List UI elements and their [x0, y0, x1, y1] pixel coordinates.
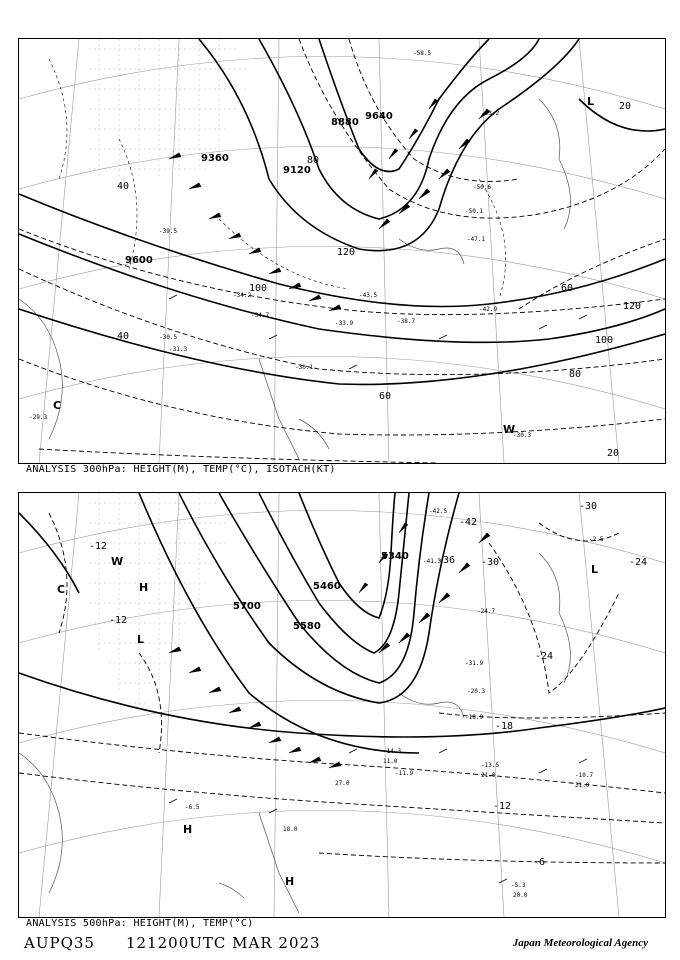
temp-value: -11.9 [395, 770, 414, 777]
temp-value: 27.0 [335, 780, 350, 787]
low-symbol: L [587, 95, 595, 108]
isotach-label: 120 [337, 247, 356, 258]
isotherm-label: -36 [437, 555, 456, 566]
low-symbol: L [137, 633, 145, 646]
isotach-label: 20 [607, 448, 620, 459]
temp-value: -20.3 [467, 688, 486, 695]
warm-symbol: W [503, 423, 516, 436]
temp-value: -14.3 [383, 748, 402, 755]
height-label: 5460 [313, 581, 341, 592]
height-label: 8880 [331, 117, 359, 128]
temp-value: 20.0 [513, 892, 528, 899]
temp-value: -13.5 [481, 762, 500, 769]
temp-value: -41.3 [423, 558, 442, 565]
terrain-hatch-500 [89, 493, 229, 713]
high-symbol: H [183, 823, 193, 836]
temp-value: -5.3 [511, 882, 526, 889]
height-label: 5580 [293, 621, 321, 632]
temp-value: -50.6 [473, 184, 492, 191]
isotach-label: 120 [623, 301, 642, 312]
isotach-label: 80 [569, 369, 582, 380]
map-300hpa-canvas [19, 39, 665, 463]
temp-value: -43.5 [359, 292, 378, 299]
isotach-label: 100 [249, 283, 268, 294]
bulletin-code: AUPQ35 [24, 934, 95, 952]
temp-value: -31.9 [465, 660, 484, 667]
temp-value: -38.7 [397, 318, 416, 325]
temp-value: -29.3 [29, 414, 48, 421]
high-symbol: H [285, 875, 295, 888]
cold-symbol: C [53, 399, 62, 412]
wind-barbs-300 [169, 99, 587, 369]
low-symbol: L [591, 563, 599, 576]
isotherm-label: -24 [535, 651, 554, 662]
temp-value: -30.5 [159, 334, 178, 341]
map-500hpa [18, 492, 666, 918]
isotherm-label: -12 [109, 615, 128, 626]
isotach-label: 40 [117, 331, 130, 342]
height-label: 9360 [201, 153, 229, 164]
height-contours-300 [19, 39, 665, 384]
caption-300hpa: ANALYSIS 300hPa: HEIGHT(M), TEMP(°C), ISOTACH(KT) [26, 464, 336, 475]
height-label: 5700 [233, 601, 261, 612]
isotherm-label: -12 [89, 541, 108, 552]
valid-time: 121200UTC MAR 2023 [126, 934, 321, 952]
temp-value: -10.7 [575, 772, 594, 779]
height-label: 9120 [283, 165, 311, 176]
temp-value: -6.5 [185, 804, 200, 811]
isotherm-label: -12 [493, 801, 512, 812]
temp-value: -30.3 [513, 432, 532, 439]
temp-value: -34.2 [233, 292, 252, 299]
temp-value: 11.0 [383, 758, 398, 765]
isotach-label: 80 [307, 155, 320, 166]
temp-value: -42.5 [429, 508, 448, 515]
temp-value: -42.9 [479, 306, 498, 313]
temp-value: -24.7 [477, 608, 496, 615]
isotherm-label: -18 [495, 721, 514, 732]
temp-value: -18.9 [465, 714, 484, 721]
cold-symbol: C [57, 583, 66, 596]
isotach-label: 60 [561, 283, 574, 294]
temp-value: -53.2 [481, 110, 500, 117]
isotherm-label: -30 [481, 557, 500, 568]
isotherm-label: -42 [459, 517, 478, 528]
temp-value: -33.9 [335, 320, 354, 327]
temp-value: -47.1 [467, 236, 486, 243]
isotach-label: 100 [595, 335, 614, 346]
isotach-label: 40 [117, 181, 130, 192]
temp-value: -2.5 [589, 536, 604, 543]
coastline-300 [19, 99, 570, 459]
temp-value: -34.7 [251, 312, 270, 319]
isotherm-label: -24 [629, 557, 648, 568]
temp-value: -58.5 [413, 50, 432, 57]
temp-value: 18.0 [283, 826, 298, 833]
height-label: 5340 [381, 551, 409, 562]
caption-500hpa: ANALYSIS 500hPa: HEIGHT(M), TEMP(°C) [26, 918, 254, 929]
temp-value: 31.0 [575, 782, 590, 789]
temp-value: -31.3 [169, 346, 188, 353]
high-symbol: H [139, 581, 149, 594]
temp-value: -39.5 [159, 228, 178, 235]
isotherm-label: -30 [579, 501, 598, 512]
map-300hpa [18, 38, 666, 464]
isotherm-label: -6 [533, 857, 546, 868]
isotach-label: 20 [619, 101, 632, 112]
temp-value: 21.0 [481, 772, 496, 779]
agency-credit: Japan Meteorological Agency [512, 937, 648, 949]
isotach-label: 60 [379, 391, 392, 402]
warm-symbol: W [111, 555, 124, 568]
map-500hpa-canvas [19, 493, 665, 917]
height-label: 9600 [125, 255, 153, 266]
temp-value: -50.1 [465, 208, 484, 215]
temp-value: -30.1 [295, 364, 314, 371]
height-label: 9640 [365, 111, 393, 122]
